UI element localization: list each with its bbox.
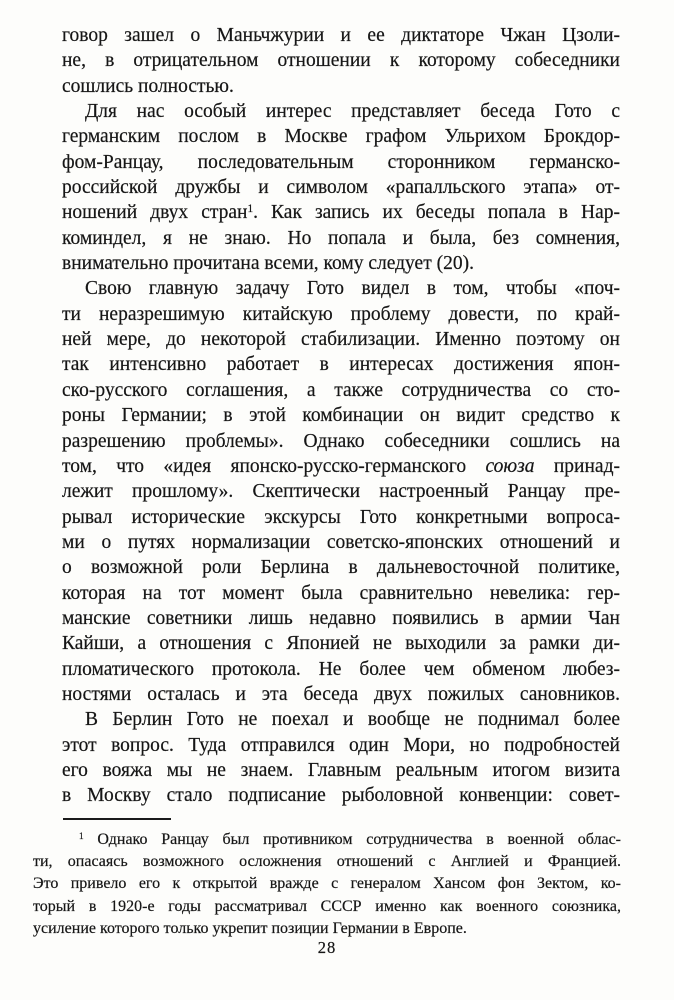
text-segment: ней мере, до некоторой стабилизации. Именно поэтому он (62, 329, 620, 351)
main-text-line (62, 454, 620, 479)
text-segment: манские советники лишь недавно появились в армии Чан (62, 607, 620, 629)
text-segment: принад- (534, 455, 620, 477)
main-text-line (62, 479, 620, 504)
page-number: 28 (317, 938, 337, 957)
text-segment: роны Германии; в этой комбинации он видит средство к (62, 405, 620, 427)
footnote-line (33, 829, 621, 851)
emphasized-word: союза (485, 455, 535, 477)
main-text-line (62, 226, 620, 251)
main-text-line (62, 783, 620, 808)
footnote-line (33, 873, 621, 895)
main-text-line (62, 352, 620, 377)
main-text-line (62, 175, 620, 200)
footnote-line (33, 896, 621, 918)
main-text-line (62, 23, 620, 48)
main-text-line (62, 733, 620, 758)
text-segment: его вояжа мы не знаем. Главным реальным итогом визита (62, 759, 620, 781)
main-text-line (62, 251, 620, 276)
text-segment: которая на тот момент была сравнительно невелика: гер- (62, 582, 620, 604)
text-segment: ми о путях нормализации советско-японских отношений и (62, 531, 620, 553)
main-text-line (62, 505, 620, 530)
text-segment: так интенсивно работает в интересах достижения япон- (62, 354, 620, 376)
text-segment: усиление которого только укрепит позиции Германии в Европе. (33, 919, 467, 937)
footnote-line (33, 851, 621, 873)
main-text-line (62, 150, 620, 175)
text-segment: . Как запись их беседы попала в Нар- (253, 202, 620, 224)
main-text-line (62, 276, 620, 301)
main-text-line (62, 302, 620, 327)
text-segment: ско-русского соглашения, а также сотрудничества со сто- (62, 379, 620, 401)
footnote-reference: 1 (247, 203, 254, 216)
text-segment: фом-Ранцау, последовательным сторонником германско- (62, 151, 620, 173)
text-segment: в Москву стало подписание рыболовной конвенции: совет- (62, 785, 620, 807)
main-text-line (62, 631, 620, 656)
main-text-line (62, 530, 620, 555)
text-segment: пломатического протокола. Не более чем обменом любез- (62, 658, 620, 680)
text-segment: германским послом в Москве графом Ульрихом Брокдор- (62, 126, 620, 148)
text-segment: сошлись полностью. (62, 75, 234, 97)
text-segment: Однако Ранцау был противником сотрудничества в военной облас- (83, 831, 621, 848)
main-text-line (62, 74, 620, 99)
text-segment: внимательно прочитана всеми, кому следует (20). (62, 253, 474, 275)
text-segment: говор зашел о Маньчжурии и ее диктаторе Чжан Цзоли- (62, 25, 620, 46)
text-segment: Кайши, а отношения с Японией не выходили за рамки ди- (62, 633, 620, 655)
text-segment: Свою главную задачу Гото видел в том, чтобы «поч- (85, 278, 620, 300)
text-segment: коминдел, я не знаю. Но попала и была, без сомнения, (62, 227, 620, 249)
text-segment: российской дружбы и символом «рапалльского этапа» от- (62, 177, 620, 199)
main-text-line (62, 682, 620, 707)
text-segment: ношений двух стран (62, 202, 248, 224)
text-segment: этот вопрос. Туда отправился один Мори, но подробностей (62, 734, 620, 756)
main-text-line (62, 581, 620, 606)
text-segment: том, что «идея японско-русско-германского (62, 455, 486, 477)
text-segment: ти, опасаясь возможного осложнения отношений с Англией и Францией. (33, 853, 621, 871)
text-segment: о возможной роли Берлина в дальневосточной политике, (62, 557, 620, 579)
text-segment: рывал исторические экскурсы Гото конкретными вопроса- (62, 506, 620, 528)
main-text-line (62, 429, 620, 454)
text-segment: Это привело его к открытой вражде с генералом Хансом фон Зектом, ко- (33, 875, 621, 893)
main-text-line (62, 606, 620, 631)
footnote-line (33, 918, 621, 940)
footnote-block (33, 829, 621, 940)
main-text-line (62, 758, 620, 783)
text-segment: ти неразрешимую китайскую проблему довести, по край- (62, 303, 620, 325)
footnote-separator-rule (63, 818, 171, 820)
main-text-line (62, 99, 620, 124)
main-text-line (62, 200, 620, 225)
main-text-line (62, 657, 620, 682)
text-segment: торый в 1920-е годы рассматривал СССР именно как военного союзника, (33, 897, 621, 915)
text-segment: не, в отрицательном отношении к которому собеседники (62, 50, 620, 72)
main-text-line (62, 707, 620, 732)
text-segment: разрешению проблемы». Однако собеседники сошлись на (62, 430, 620, 452)
text-segment: В Берлин Гото не поехал и вообще не поднимал более (85, 709, 620, 731)
main-text-line (62, 48, 620, 73)
main-text-line (62, 403, 620, 428)
text-segment: лежит прошлому». Скептически настроенный Ранцау пре- (62, 481, 620, 503)
main-text-line (62, 378, 620, 403)
main-text-line (62, 555, 620, 580)
text-segment: ностями осталась и эта беседа двух пожилых сановников. (62, 683, 620, 705)
main-text-line (62, 327, 620, 352)
main-text-line (62, 124, 620, 149)
text-segment: Для нас особый интерес представляет беседа Гото с (85, 101, 620, 123)
footnote-reference: 1 (79, 831, 84, 842)
main-text-block (62, 23, 620, 809)
